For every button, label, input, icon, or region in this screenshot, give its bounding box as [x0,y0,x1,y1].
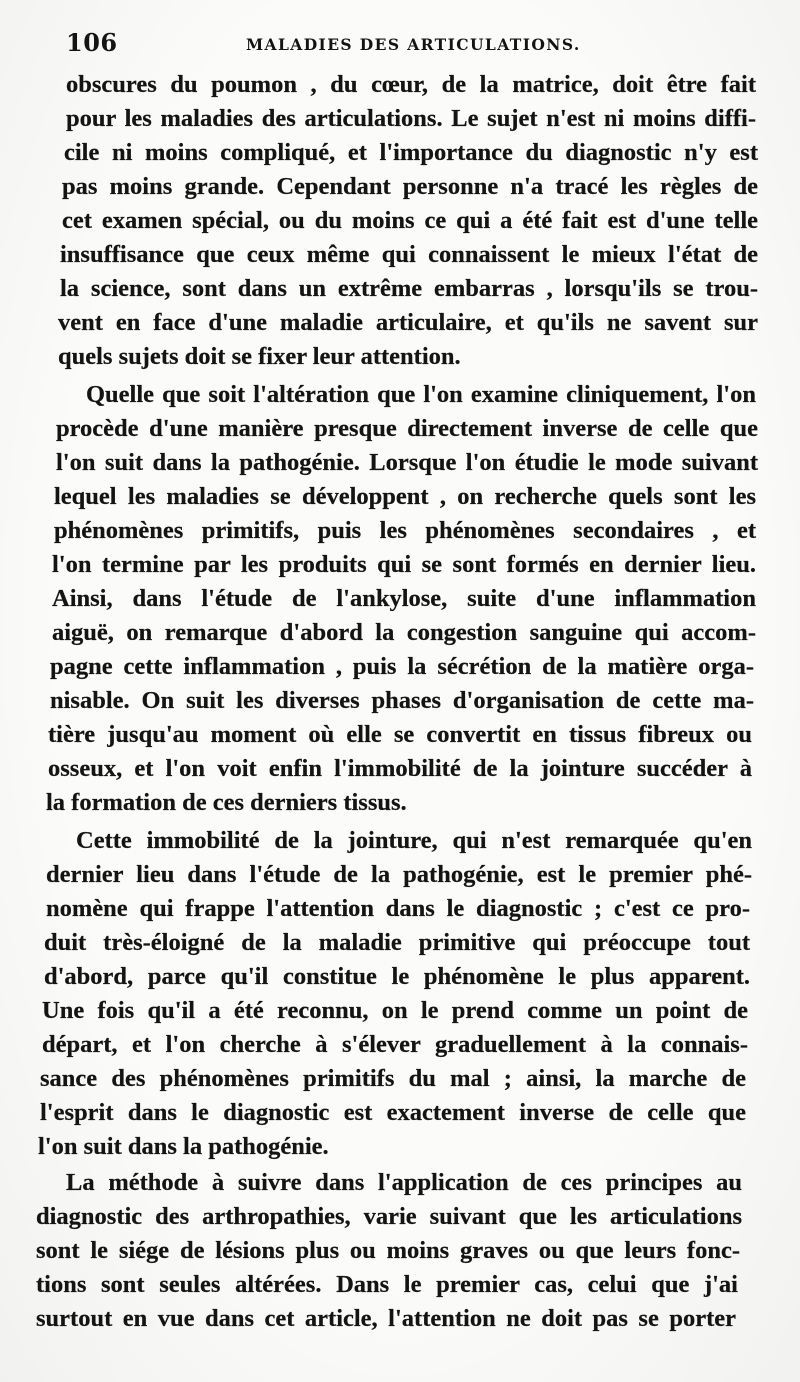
text-line: nomène qui frappe l'attention dans le diagnostic ; c'est ce pro- [46,895,750,922]
text-line: tions sont seules altérées. Dans le premier cas, celui que j'ai [36,1271,738,1298]
text-line: sont le siége de lésions plus ou moins graves ou que leurs fonc- [36,1237,740,1264]
text-line: pagne cette inflammation , puis la sécrétion de la matière orga- [50,653,754,680]
text-line: départ, et l'on cherche à s'élever graduellement à la connais- [42,1031,748,1058]
text-line: la science, sont dans un extrême embarras , lorsqu'ils se trou- [60,275,758,302]
text-line: lequel les maladies se développent , on recherche quels sont les [54,483,756,510]
text-line: diagnostic des arthropathies, varie suivant que les articulations [36,1203,742,1230]
text-line: dernier lieu dans l'étude de la pathogénie, est le premier phé- [46,861,752,888]
text-line: La méthode à suivre dans l'application de ces principes au [66,1169,742,1196]
text-line: procède d'une manière presque directement inverse de celle que [56,415,758,442]
text-line: osseux, et l'on voit enfin l'immobilité de la jointure succéder à [48,755,752,782]
text-line: sance des phénomènes primitifs du mal ; ainsi, la marche de [40,1065,746,1092]
text-line: pas moins grande. Cependant personne n'a tracé les règles de [62,173,758,200]
text-line: quels sujets doit se fixer leur attention. [58,343,461,370]
running-title: MALADIES DES ARTICULATIONS. [246,35,581,54]
text-line: vent en face d'une maladie articulaire, et qu'ils ne savent sur [58,309,758,336]
text-line: nisable. On suit les diverses phases d'organisation de cette ma- [50,687,754,714]
text-line: l'on suit dans la pathogénie. Lorsque l'on étudie le mode suivant [56,449,758,476]
page-number: 106 [66,28,118,57]
text-line: Ainsi, dans l'étude de l'ankylose, suite d'une inflammation [52,585,756,612]
text-line: obscures du poumon , du cœur, de la matrice, doit être fait [66,71,756,98]
text-line: l'on suit dans la pathogénie. [38,1133,329,1160]
text-line: Cette immobilité de la jointure, qui n'est remarquée qu'en [76,827,752,854]
text-line: duit très-éloigné de la maladie primitive qui préoccupe tout [44,929,750,956]
text-line: la formation de ces derniers tissus. [46,789,407,816]
text-line: insuffisance que ceux même qui connaissent le mieux l'état de [60,241,758,268]
text-line: aiguë, on remarque d'abord la congestion sanguine qui accom- [52,619,756,646]
text-line: cet examen spécial, ou du moins ce qui a été fait est d'une telle [62,207,758,234]
text-line: phénomènes primitifs, puis les phénomènes secondaires , et [54,517,756,544]
text-line: l'on termine par les produits qui se sont formés en dernier lieu. [52,551,756,578]
text-line: l'esprit dans le diagnostic est exactement inverse de celle que [40,1099,746,1126]
text-line: cile ni moins compliqué, et l'importance du diagnostic n'y est [64,139,758,166]
text-line: pour les maladies des articulations. Le sujet n'est ni moins diffi- [66,105,756,132]
text-line: d'abord, parce qu'il constitue le phénomène le plus apparent. [44,963,750,990]
text-line: surtout en vue dans cet article, l'attention ne doit pas se porter [36,1305,736,1332]
text-line: Quelle que soit l'altération que l'on examine cliniquement, l'on [86,381,756,408]
text-line: Une fois qu'il a été reconnu, on le prend comme un point de [42,997,748,1024]
text-line: tière jusqu'au moment où elle se convertit en tissus fibreux ou [48,721,752,748]
